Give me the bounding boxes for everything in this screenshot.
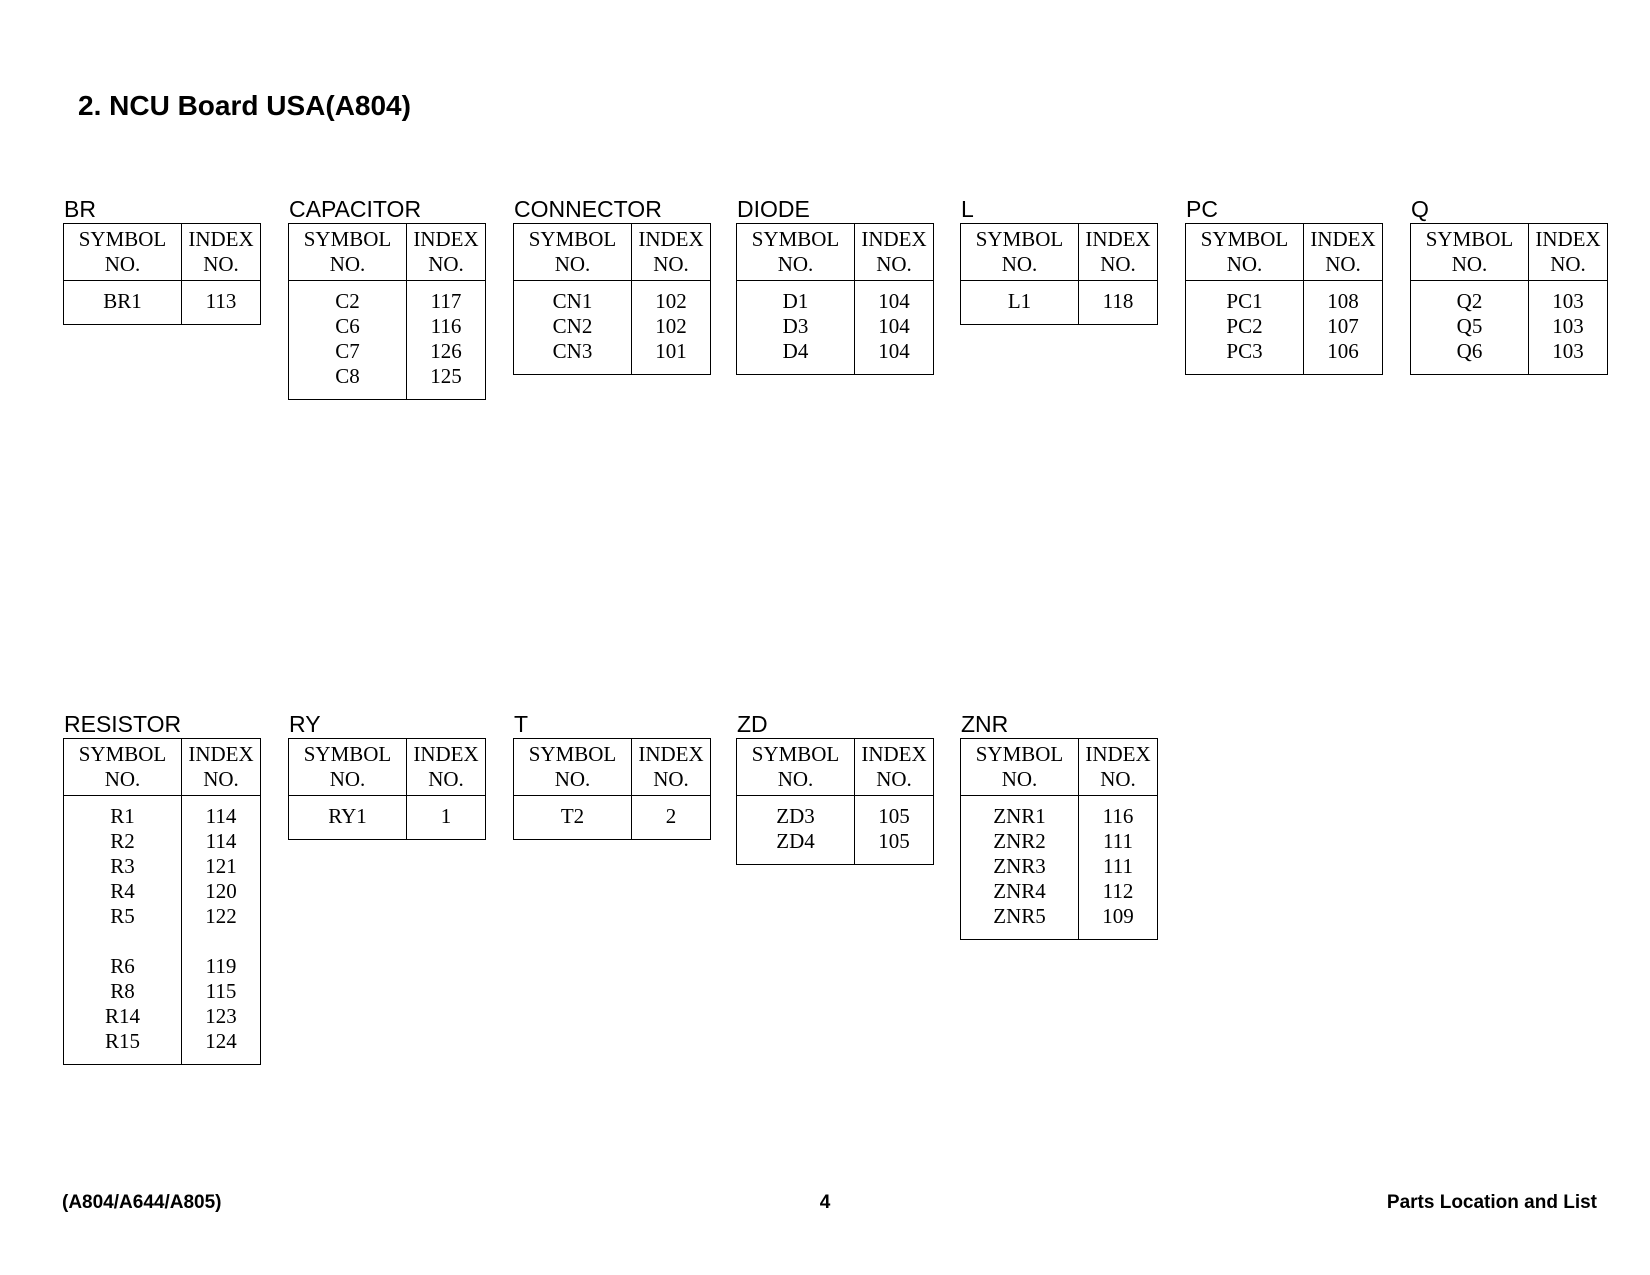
table-row bbox=[961, 796, 1158, 940]
header-line: SYMBOL bbox=[303, 742, 392, 766]
table-row bbox=[514, 281, 711, 375]
index-no: 111 bbox=[1103, 829, 1133, 853]
index-no: 102 bbox=[655, 289, 687, 313]
header-line: SYMBOL bbox=[528, 742, 617, 766]
header-line: INDEX bbox=[1085, 742, 1151, 766]
parts-group-br bbox=[63, 195, 261, 325]
symbol-no: R8 bbox=[110, 979, 135, 1003]
group-label: PC bbox=[1186, 196, 1218, 222]
parts-group-connector bbox=[513, 195, 711, 375]
index-no: 105 bbox=[878, 804, 910, 828]
index-no-header bbox=[855, 739, 934, 796]
index-no-header bbox=[1079, 224, 1158, 281]
header-line: NO. bbox=[1001, 767, 1038, 791]
index-no: 120 bbox=[205, 879, 237, 903]
index-no: 124 bbox=[205, 1029, 237, 1053]
index-no: 116 bbox=[1102, 804, 1134, 828]
symbol-no-column bbox=[514, 281, 632, 375]
index-no: 103 bbox=[1552, 339, 1584, 363]
header-row bbox=[289, 739, 486, 796]
group-label: BR bbox=[64, 196, 96, 222]
index-no-column bbox=[855, 281, 934, 375]
header-line: NO. bbox=[428, 767, 464, 791]
index-no: 104 bbox=[878, 314, 910, 338]
index-no: 106 bbox=[1327, 339, 1359, 363]
header-line: SYMBOL bbox=[975, 742, 1064, 766]
page-title: 2. NCU Board USA(A804) bbox=[78, 90, 411, 121]
row-gap bbox=[182, 929, 260, 954]
table-row bbox=[289, 796, 486, 840]
index-no-header bbox=[855, 224, 934, 281]
header-line: INDEX bbox=[188, 227, 254, 251]
index-no: 101 bbox=[655, 339, 687, 363]
symbol-no-header bbox=[289, 739, 407, 796]
header-row bbox=[64, 739, 261, 796]
parts-table bbox=[63, 738, 261, 1065]
index-no: 102 bbox=[655, 314, 687, 338]
index-no-header bbox=[1529, 224, 1608, 281]
header-line: NO. bbox=[653, 252, 689, 276]
parts-group-capacitor bbox=[288, 195, 486, 400]
group-label: CONNECTOR bbox=[514, 196, 662, 222]
symbol-no: C2 bbox=[335, 289, 360, 313]
index-no-header bbox=[182, 224, 261, 281]
group-label: RESISTOR bbox=[64, 711, 182, 737]
symbol-no: D1 bbox=[782, 289, 809, 313]
header-line: NO. bbox=[1451, 252, 1488, 276]
index-no-column bbox=[182, 796, 261, 1065]
header-line: SYMBOL bbox=[1200, 227, 1289, 251]
header-line: INDEX bbox=[188, 742, 254, 766]
header-line: NO. bbox=[1001, 252, 1038, 276]
index-no-column bbox=[855, 796, 934, 865]
header-row bbox=[961, 739, 1158, 796]
parts-group-l bbox=[960, 195, 1158, 325]
group-label: ZNR bbox=[961, 711, 1009, 737]
index-no: 112 bbox=[1102, 879, 1134, 903]
index-no: 122 bbox=[205, 904, 237, 928]
symbol-no: R1 bbox=[110, 804, 135, 828]
group-label: DIODE bbox=[737, 196, 810, 222]
header-line: SYMBOL bbox=[1425, 227, 1514, 251]
symbol-no-column bbox=[289, 796, 407, 840]
symbol-no: R4 bbox=[110, 879, 135, 903]
group-label: RY bbox=[289, 711, 321, 737]
index-no-column bbox=[632, 281, 711, 375]
header-line: NO. bbox=[329, 252, 366, 276]
index-no: 123 bbox=[205, 1004, 237, 1028]
header-line: NO. bbox=[428, 252, 464, 276]
header-line: NO. bbox=[876, 767, 912, 791]
table-row bbox=[64, 281, 261, 325]
symbol-no: Q5 bbox=[1456, 314, 1483, 338]
symbol-no: R15 bbox=[104, 1029, 140, 1053]
header-line: INDEX bbox=[1310, 227, 1376, 251]
symbol-no: C6 bbox=[335, 314, 360, 338]
index-no-header bbox=[407, 739, 486, 796]
parts-group-q bbox=[1410, 195, 1608, 375]
footer-model-numbers: (A804/A644/A805) bbox=[62, 1192, 222, 1213]
index-no: 126 bbox=[430, 339, 462, 363]
index-no-header bbox=[632, 224, 711, 281]
header-row bbox=[514, 224, 711, 281]
header-row bbox=[514, 739, 711, 796]
header-line: SYMBOL bbox=[751, 227, 840, 251]
header-line: NO. bbox=[777, 767, 814, 791]
header-line: INDEX bbox=[861, 742, 927, 766]
parts-group-ry bbox=[288, 710, 486, 840]
header-line: NO. bbox=[876, 252, 912, 276]
parts-group-znr bbox=[960, 710, 1158, 940]
parts-table bbox=[288, 223, 486, 400]
index-no: 108 bbox=[1327, 289, 1359, 313]
index-no: 103 bbox=[1552, 314, 1584, 338]
header-line: INDEX bbox=[413, 742, 479, 766]
index-no: 104 bbox=[878, 339, 910, 363]
parts-table bbox=[513, 738, 711, 840]
index-no: 105 bbox=[878, 829, 910, 853]
header-line: INDEX bbox=[1535, 227, 1601, 251]
table-row bbox=[514, 796, 711, 840]
parts-table bbox=[1410, 223, 1608, 375]
index-no: 111 bbox=[1103, 854, 1133, 878]
group-label: ZD bbox=[737, 711, 768, 737]
parts-table bbox=[960, 223, 1158, 325]
header-line: NO. bbox=[554, 767, 591, 791]
parts-group-diode bbox=[736, 195, 934, 375]
header-line: INDEX bbox=[638, 227, 704, 251]
symbol-no: L1 bbox=[1007, 289, 1032, 313]
header-line: NO. bbox=[104, 252, 141, 276]
symbol-no: R14 bbox=[104, 1004, 140, 1028]
symbol-no: PC2 bbox=[1226, 314, 1263, 338]
index-no: 115 bbox=[205, 979, 237, 1003]
index-no: 2 bbox=[665, 804, 677, 828]
header-line: SYMBOL bbox=[751, 742, 840, 766]
symbol-no: CN3 bbox=[552, 339, 593, 363]
symbol-no-header bbox=[64, 739, 182, 796]
index-no-column bbox=[1079, 796, 1158, 940]
symbol-no-header bbox=[514, 224, 632, 281]
header-line: INDEX bbox=[413, 227, 479, 251]
group-label: CAPACITOR bbox=[289, 196, 422, 222]
index-no-header bbox=[407, 224, 486, 281]
group-label: T bbox=[514, 711, 529, 737]
index-no: 125 bbox=[430, 364, 462, 388]
symbol-no-column bbox=[961, 281, 1079, 325]
header-row bbox=[737, 224, 934, 281]
index-no: 114 bbox=[205, 804, 237, 828]
symbol-no-column bbox=[1411, 281, 1529, 375]
symbol-no-column bbox=[64, 796, 182, 1065]
index-no-column bbox=[182, 281, 261, 325]
index-no: 104 bbox=[878, 289, 910, 313]
header-line: INDEX bbox=[861, 227, 927, 251]
symbol-no-column bbox=[289, 281, 407, 400]
index-no: 116 bbox=[430, 314, 462, 338]
symbol-no: R2 bbox=[110, 829, 135, 853]
header-line: SYMBOL bbox=[78, 742, 167, 766]
header-line: NO. bbox=[1550, 252, 1586, 276]
symbol-no: C7 bbox=[335, 339, 360, 363]
symbol-no-column bbox=[737, 281, 855, 375]
symbol-no-header bbox=[514, 739, 632, 796]
index-no-column bbox=[407, 281, 486, 400]
footer-section-title: Parts Location and List bbox=[1386, 1192, 1597, 1213]
index-no-header bbox=[1079, 739, 1158, 796]
symbol-no: ZNR2 bbox=[993, 829, 1046, 853]
symbol-no: CN2 bbox=[552, 314, 593, 338]
header-line: NO. bbox=[203, 252, 239, 276]
index-no-column bbox=[1304, 281, 1383, 375]
header-row bbox=[737, 739, 934, 796]
symbol-no: PC3 bbox=[1226, 339, 1263, 363]
table-row bbox=[289, 281, 486, 400]
header-row bbox=[64, 224, 261, 281]
symbol-no: R5 bbox=[110, 904, 135, 928]
symbol-no-header bbox=[737, 224, 855, 281]
symbol-no-column bbox=[514, 796, 632, 840]
group-label: Q bbox=[1411, 196, 1429, 222]
symbol-no-column bbox=[64, 281, 182, 325]
parts-group-t bbox=[513, 710, 711, 840]
parts-table bbox=[288, 738, 486, 840]
footer-page-number: 4 bbox=[819, 1192, 831, 1213]
header-line: NO. bbox=[653, 767, 689, 791]
index-no-column bbox=[632, 796, 711, 840]
symbol-no: RY1 bbox=[328, 804, 367, 828]
symbol-no-header bbox=[64, 224, 182, 281]
symbol-no-header bbox=[1411, 224, 1529, 281]
header-row bbox=[1186, 224, 1383, 281]
header-line: SYMBOL bbox=[528, 227, 617, 251]
symbol-no: BR1 bbox=[103, 289, 142, 313]
index-no: 113 bbox=[205, 289, 237, 313]
symbol-no-header bbox=[737, 739, 855, 796]
symbol-no-header bbox=[289, 224, 407, 281]
parts-table bbox=[736, 738, 934, 865]
index-no-column bbox=[407, 796, 486, 840]
symbol-no: ZNR1 bbox=[993, 804, 1046, 828]
symbol-no-header bbox=[1186, 224, 1304, 281]
symbol-no: D3 bbox=[782, 314, 809, 338]
header-line: NO. bbox=[777, 252, 814, 276]
index-no: 117 bbox=[430, 289, 462, 313]
symbol-no: Q6 bbox=[1456, 339, 1483, 363]
symbol-no: R6 bbox=[110, 954, 135, 978]
index-no-column bbox=[1529, 281, 1608, 375]
parts-table bbox=[63, 223, 261, 325]
index-no-header bbox=[632, 739, 711, 796]
table-row bbox=[961, 281, 1158, 325]
table-row bbox=[64, 796, 261, 1065]
index-no-header bbox=[182, 739, 261, 796]
header-line: NO. bbox=[1100, 767, 1136, 791]
header-line: NO. bbox=[1100, 252, 1136, 276]
table-row bbox=[737, 796, 934, 865]
index-no-header bbox=[1304, 224, 1383, 281]
symbol-no: ZD3 bbox=[776, 804, 815, 828]
index-no: 107 bbox=[1327, 314, 1359, 338]
group-label: L bbox=[961, 196, 974, 222]
table-row bbox=[737, 281, 934, 375]
symbol-no-column bbox=[961, 796, 1079, 940]
header-line: INDEX bbox=[1085, 227, 1151, 251]
symbol-no: CN1 bbox=[552, 289, 593, 313]
table-row bbox=[1186, 281, 1383, 375]
parts-group-pc bbox=[1185, 195, 1383, 375]
index-no: 103 bbox=[1552, 289, 1584, 313]
symbol-no-column bbox=[1186, 281, 1304, 375]
symbol-no-header bbox=[961, 739, 1079, 796]
symbol-no-column bbox=[737, 796, 855, 865]
header-row bbox=[961, 224, 1158, 281]
header-line: SYMBOL bbox=[303, 227, 392, 251]
header-line: NO. bbox=[329, 767, 366, 791]
index-no: 118 bbox=[1102, 289, 1134, 313]
header-line: SYMBOL bbox=[78, 227, 167, 251]
parts-table bbox=[1185, 223, 1383, 375]
symbol-no: R3 bbox=[110, 854, 135, 878]
parts-table bbox=[513, 223, 711, 375]
symbol-no: PC1 bbox=[1226, 289, 1263, 313]
header-line: INDEX bbox=[638, 742, 704, 766]
header-line: NO. bbox=[554, 252, 591, 276]
header-line: NO. bbox=[1226, 252, 1263, 276]
parts-group-resistor bbox=[63, 710, 261, 1065]
header-line: SYMBOL bbox=[975, 227, 1064, 251]
header-line: NO. bbox=[1325, 252, 1361, 276]
symbol-no: Q2 bbox=[1456, 289, 1483, 313]
parts-table bbox=[736, 223, 934, 375]
parts-table bbox=[960, 738, 1158, 940]
index-no: 109 bbox=[1102, 904, 1134, 928]
index-no-column bbox=[1079, 281, 1158, 325]
symbol-no-header bbox=[961, 224, 1079, 281]
header-line: NO. bbox=[203, 767, 239, 791]
symbol-no: ZNR3 bbox=[993, 854, 1046, 878]
index-no: 1 bbox=[440, 804, 452, 828]
index-no: 119 bbox=[205, 954, 237, 978]
symbol-no: ZD4 bbox=[776, 829, 815, 853]
index-no: 114 bbox=[205, 829, 237, 853]
index-no: 121 bbox=[205, 854, 237, 878]
table-row bbox=[1411, 281, 1608, 375]
symbol-no: T2 bbox=[560, 804, 585, 828]
symbol-no: ZNR5 bbox=[993, 904, 1046, 928]
symbol-no: D4 bbox=[782, 339, 809, 363]
parts-group-zd bbox=[736, 710, 934, 865]
symbol-no: C8 bbox=[335, 364, 360, 388]
row-gap bbox=[64, 929, 181, 954]
symbol-no: ZNR4 bbox=[993, 879, 1046, 903]
header-row bbox=[1411, 224, 1608, 281]
header-line: NO. bbox=[104, 767, 141, 791]
header-row bbox=[289, 224, 486, 281]
